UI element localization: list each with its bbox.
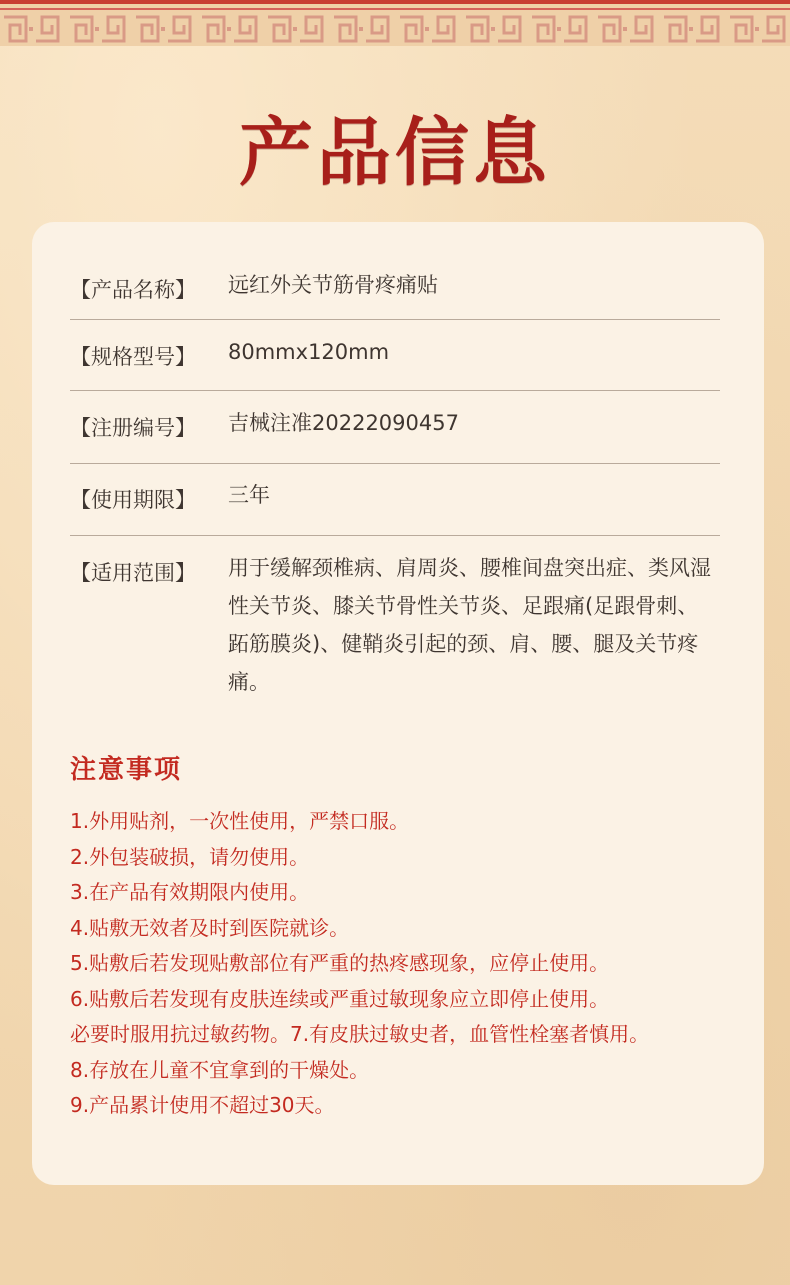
- divider: [70, 463, 720, 464]
- info-value: 远红外关节筋骨疼痛贴: [228, 273, 438, 297]
- info-label: 【使用期限】: [70, 488, 196, 512]
- notes-title: 注意事项: [70, 755, 183, 785]
- page-title: 产品信息: [239, 110, 551, 196]
- info-value: 三年: [228, 483, 270, 507]
- info-label: 【规格型号】: [70, 345, 196, 369]
- list-item: 2.外包装破损，请勿使用。: [70, 844, 310, 869]
- list-item: 6.贴敷后若发现有皮肤连续或严重过敏现象应立即停止使用。: [70, 986, 610, 1011]
- info-card: [32, 222, 764, 1185]
- border-line-top: [0, 0, 790, 4]
- list-item: 必要时服用抗过敏药物。7.有皮肤过敏史者，血管性栓塞者慎用。: [70, 1022, 650, 1046]
- info-value: 用于缓解颈椎病、肩周炎、腰椎间盘突出症、类风湿性关节炎、膝关节骨性关节炎、足跟痛(足跟骨刺、跖筋膜炎)、健鞘炎引起的颈、肩、腰、腿及关节疼痛。: [228, 556, 711, 694]
- list-item: 5.贴敷后若发现贴敷部位有严重的热疼感现象，应停止使用。: [70, 951, 610, 975]
- info-label: 【适用范围】: [70, 561, 196, 585]
- list-item: 9.产品累计使用不超过30天。: [70, 1093, 335, 1117]
- border-line-mid: [0, 8, 790, 10]
- info-value: 80mmx120mm: [228, 340, 390, 364]
- fret-pattern-icon: [0, 13, 790, 47]
- divider: [70, 535, 720, 536]
- info-label: 【产品名称】: [70, 278, 196, 302]
- list-item: 4.贴敷无效者及时到医院就诊。: [70, 915, 350, 940]
- divider: [70, 390, 720, 391]
- notes-list: [70, 804, 750, 1124]
- info-value: 吉械注准20222090457: [228, 411, 459, 435]
- list-item: 3.在产品有效期限内使用。: [70, 880, 310, 904]
- divider: [70, 319, 720, 320]
- list-item: 1.外用贴剂，一次性使用，严禁口服。: [70, 809, 410, 833]
- decorative-border: [0, 0, 790, 46]
- info-label: 【注册编号】: [70, 416, 196, 440]
- list-item: 8.存放在儿童不宜拿到的干燥处。: [70, 1057, 370, 1082]
